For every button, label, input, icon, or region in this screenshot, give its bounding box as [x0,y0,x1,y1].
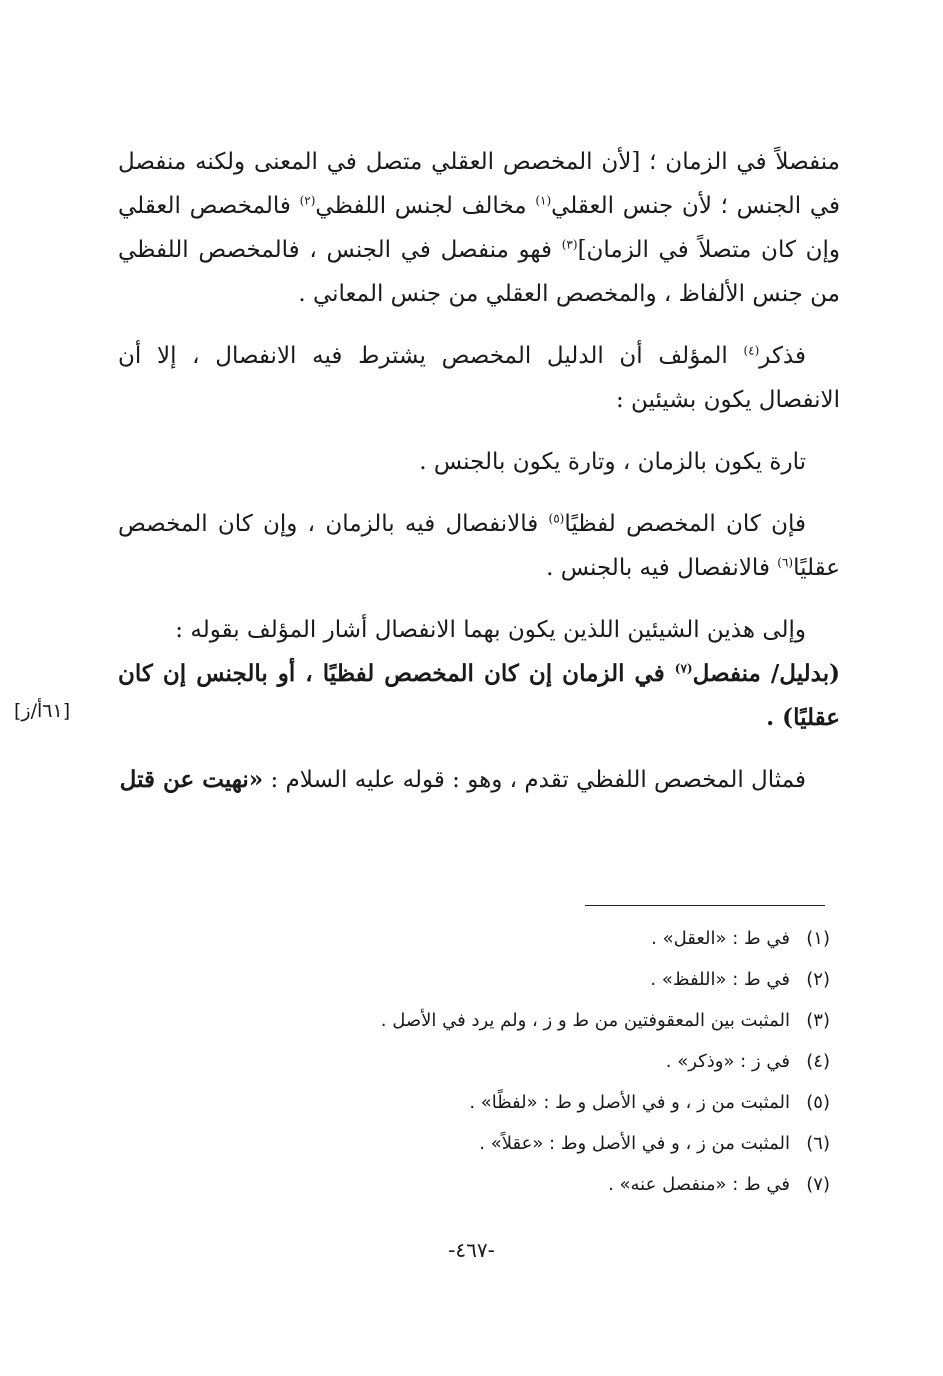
footnote-text: في ط : «اللفظ» . [650,969,790,990]
footnote-ref: (٧) [674,661,693,676]
footnote-text: المثبت بين المعقوفتين من ط و ز ، ولم يرد في الأصل . [380,1010,790,1031]
text-run: فذكر [759,343,806,369]
footnote-number: (٢) [806,969,830,990]
text-run: فالانفصال فيه بالزمان ، وإن كان المخصص عقليًا [118,511,840,581]
text-run: في الزمان إن كان المخصص لفظيًا ، أو بالجنس إن كان عقليًا) . [118,660,840,731]
footnote-number: (٤) [806,1051,830,1072]
footnote-item [118,1000,830,1041]
footnotes [118,918,830,1205]
text-run: فالانفصال فيه بالجنس . [546,555,778,581]
footnote-item [118,1123,830,1164]
footnote-number: (١) [806,928,830,949]
text-run: فإن كان المخصص لفظيًا [564,511,806,537]
text-run: فمثال المخصص اللفظي تقدم ، وهو : قوله عليه السلام : [263,767,806,793]
page-number: -٤٦٧- [448,1238,495,1262]
quoted-matn [118,652,840,740]
footnote-ref: (٤) [743,343,760,358]
paragraph-3: تارة يكون بالزمان ، وتارة يكون بالجنس . [419,449,806,475]
text-run: فالمخصص العقلي وإن كان متصلاً في الزمان] [118,193,840,263]
text-run: المؤلف أن الدليل المخصص يشترط فيه الانفصال ، إلا أن الانفصال يكون بشيئين : [118,343,840,413]
footnote-number: (٥) [806,1092,830,1113]
main-text [118,140,840,820]
text-run: مخالف لجنس اللفظي [315,193,536,219]
footnote-number: (٧) [806,1174,830,1195]
footnote-text: المثبت من ز ، و في الأصل وط : «عقلاً» . [479,1133,790,1154]
footnote-ref: (٥) [548,511,565,526]
footnote-divider [585,905,825,906]
footnote-number: (٣) [806,1010,830,1031]
footnote-ref: (١) [535,193,552,208]
footnote-text: في ط : «العقل» . [651,928,790,949]
manuscript-margin-ref: [٦١أ/ز] [14,700,71,722]
paragraph-2 [118,334,840,422]
footnote-ref: (٢) [299,193,316,208]
footnote-item [118,1082,830,1123]
footnote-text: في ز : «وذكر» . [665,1051,790,1072]
hadith-quote: «نهيت عن قتل [119,766,264,793]
paragraph-1 [118,140,840,316]
footnote-item [118,918,830,959]
footnote-ref: (٣) [561,237,578,252]
paragraph-7 [118,758,840,802]
footnote-item [118,959,830,1000]
footnote-number: (٦) [806,1133,830,1154]
paragraph-5: وإلى هذين الشيئين اللذين يكون بهما الانفصال أشار المؤلف بقوله : [175,617,806,643]
footnote-ref: (٦) [777,555,794,570]
text-run: (بدليل/ منفصل [692,660,841,687]
text-run: منفصلاً في الزمان ؛ [لأن المخصص العقلي متصل في المعنى ولكنه منفصل في الجنس ؛ لأن جنس العقلي [118,149,841,219]
footnote-text: المثبت من ز ، و في الأصل و ط : «لفظًا» . [469,1092,790,1113]
text-run: فهو منفصل في الجنس ، فالمخصص اللفظي من جنس الألفاظ ، والمخصص العقلي من جنس المعاني . [118,237,840,307]
paragraph-4 [118,502,840,590]
footnote-item [118,1041,830,1082]
footnote-text: في ط : «منفصل عنه» . [608,1174,790,1195]
footnote-item [118,1164,830,1205]
